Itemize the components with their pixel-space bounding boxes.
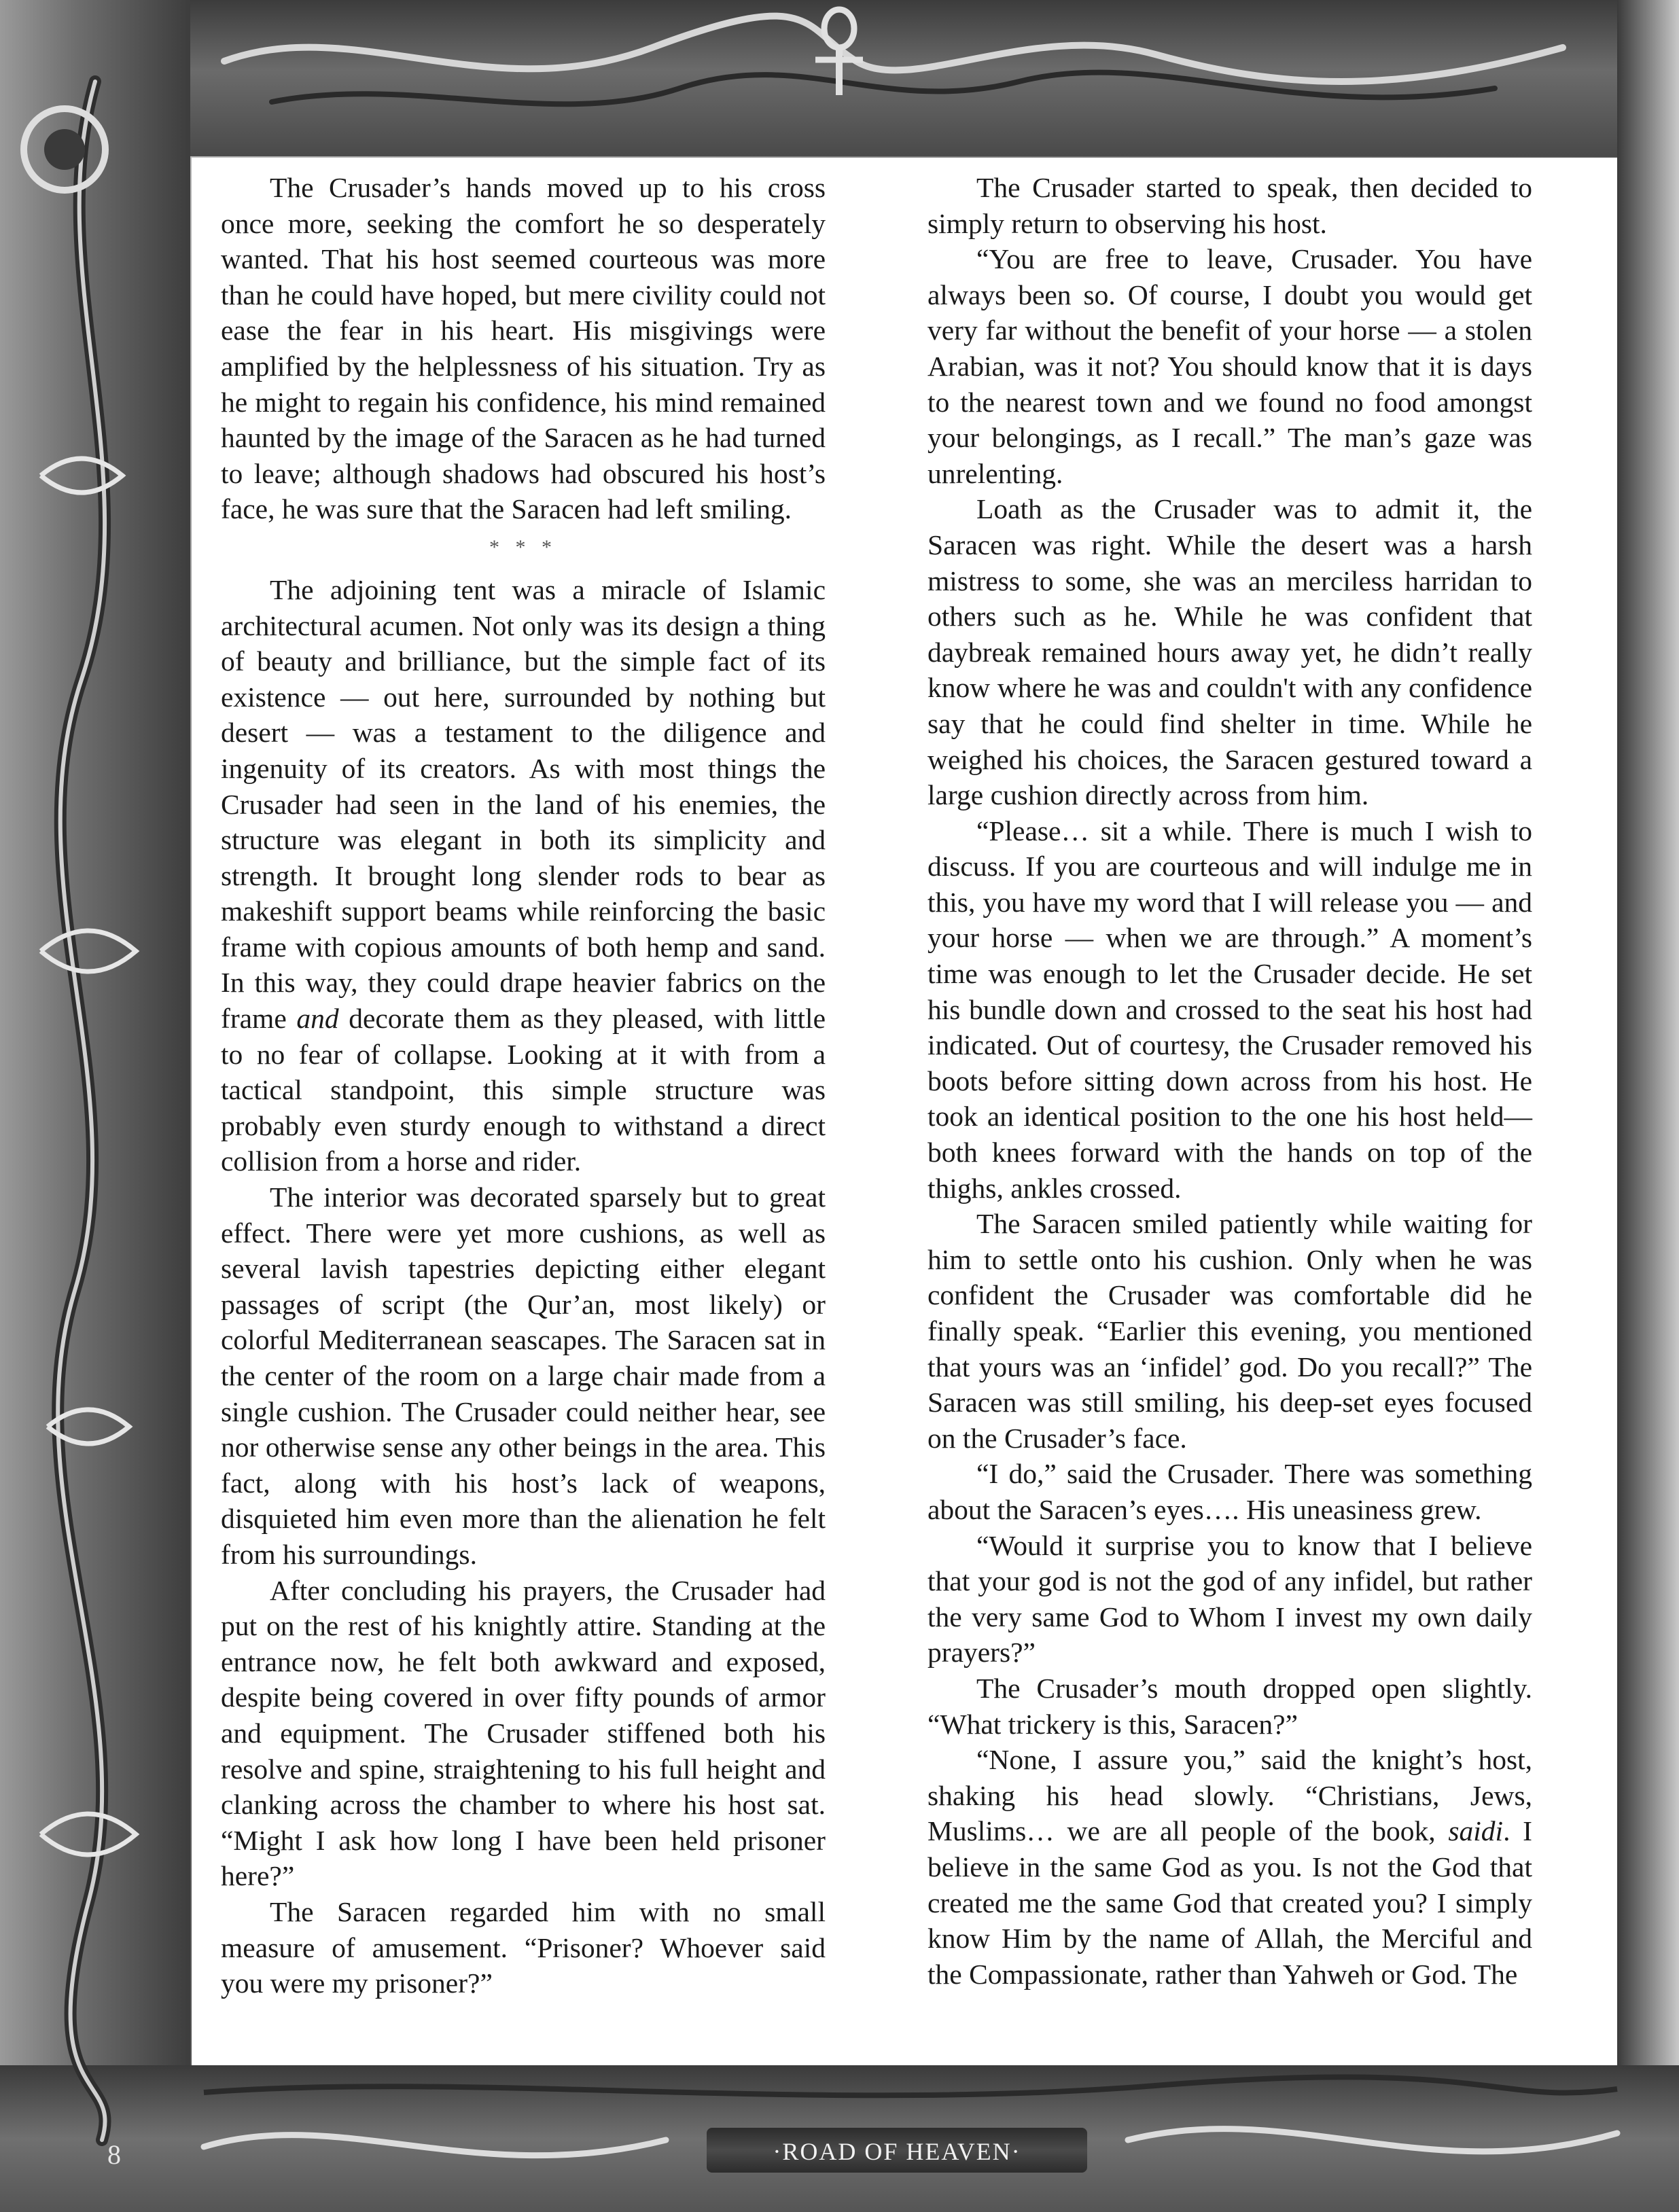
paragraph: The interior was decorated sparsely but to great effect. There were yet more cushions, as well as several lavish tapestries depicting either elegant passages of script (the Qur’an, most likely) or colorful Mediterranean seascapes. The Saracen sat in the center of the room on a large chair made from a single cushion. The Crusader could neither hear, see nor otherwise sense any other beings in the area. This fact, along with his host’s lack of weapons, disquieted him even more than the alienation he felt from his surroundings. bbox=[221, 1181, 826, 1570]
paragraph: “You are free to leave, Crusader. You have always been so. Of course, I doubt you would get very far without the benefit of your horse — a stolen Arabian, was it not? You should know that it is days to the nearest town and we found no food amongst your belongings, as I recall.” The man’s gaze was unrelenting. bbox=[927, 243, 1532, 489]
running-title: ·ROAD OF HEAVEN· bbox=[773, 2138, 1021, 2165]
paragraph: “I do,” said the Crusader. There was something about the Saracen’s eyes…. His uneasiness grew. bbox=[927, 1458, 1532, 1525]
paragraph: The Crusader’s mouth dropped open slightly. “What trickery is this, Saracen?” bbox=[927, 1672, 1532, 1740]
paragraph: The Saracen regarded him with no small measure of amusement. “Prisoner? Whoever said you were my prisoner?” bbox=[221, 1895, 826, 1999]
text-column-right bbox=[927, 170, 1532, 1992]
paragraph: Loath as the Crusader was to admit it, the Saracen was right. While the desert was a harsh mistress to some, she was an merciless harridan to others such as he. While he was confident that daybreak remained hours away yet, he didn’t really know where he was and couldn't with any confidence say that he could find shelter in time. While he weighed his choices, the Saracen gestured toward a large cushion directly across from him. bbox=[927, 493, 1532, 811]
paragraph: “Please… sit a while. There is much I wish to discuss. If you are courteous and will indulge me in this, you have my word that I will release you — and your horse — when we are through.” A moment’s time was enough to let the Crusader decide. He set his bundle down and crossed to the seat his host had indicated. Out of courtesy, the Crusader removed his boots before sitting down across from his host. He took an identical position to the one his host held— both knees forward with the hands on top of the thighs, ankles crossed. bbox=[927, 815, 1532, 1204]
paragraph-text: . I believe in the same God as you. Is not the God that created me the same God that created you? I simply know Him by the name of Allah, the Merciful and the Compassionate, rather than Yahweh or God. The bbox=[927, 1815, 1532, 1990]
text-column-left bbox=[221, 170, 826, 2001]
emphasis-text: saidi bbox=[1448, 1815, 1504, 1847]
paragraph: “Would it surprise you to know that I believe that your god is not the god of any infidel, but rather the very same God to Whom I invest my own daily prayers?” bbox=[927, 1529, 1532, 1669]
paragraph-text: The adjoining tent was a miracle of Islamic architectural acumen. Not only was its design a thing of beauty and brilliance, but the simple fact of its existence — out here, surrounded by nothing but desert — was a testament to the diligence and ingenuity of its creators. As with most things the Crusader had seen in the land of his enemies, the structure was elegant in both its simplicity and strength. It brought long slender rods to bear as makeshift support beams while reinforcing the basic frame with copious amounts of both hemp and sand. In this way, they could drape heavier fabrics on the frame bbox=[221, 573, 826, 1035]
paragraph: The Crusader started to speak, then decided to simply return to observing his host. bbox=[927, 172, 1532, 239]
paragraph-text: decorate them as they pleased, with little to no fear of collapse. Looking at it with from a tactical standpoint, this simple structure was probably even sturdy enough to withstand a direct collision from a horse and rider. bbox=[221, 1003, 826, 1177]
paragraph: After concluding his prayers, the Crusader had put on the rest of his knightly attire. Standing at the entrance now, he felt both awkward and exposed, despite being covered in over fifty pounds of armor and equipment. The Crusader stiffened both his resolve and spine, straightening to his full height and clanking across the chamber to where his host sat. “Might I ask how long I have been held prisoner here?” bbox=[221, 1574, 826, 1892]
paragraph bbox=[927, 1742, 1532, 1992]
emphasis-text: and bbox=[296, 1003, 339, 1035]
paragraph: The Saracen smiled patiently while waiting for him to settle onto his cushion. Only when he was confident the Crusader was comfortable did he finally speak. “Earlier this evening, you mentioned that yours was an ‘infidel’ god. Do you recall?” The Saracen was still smiling, his deep-set eyes focused on the Crusader’s face. bbox=[927, 1208, 1532, 1454]
page-number: 8 bbox=[107, 2139, 121, 2170]
paragraph bbox=[221, 572, 826, 1179]
paragraph-text: “None, I assure you,” said the knight’s host, shaking his head slowly. “Christians, Jews, Muslims… we are all people of the book, bbox=[927, 1744, 1532, 1847]
paragraph: The Crusader’s hands moved up to his cross once more, seeking the comfort he so desperately wanted. That his host seemed courteous was more than he could have hoped, but mere civility could not ease the fear in his heart. His misgivings were amplified by the helplessness of his situation. Try as he might to regain his confidence, his mind remained haunted by the image of the Saracen as he had turned to leave; although shadows had obscured his host’s face, he was sure that the Saracen had left smiling. bbox=[221, 172, 826, 525]
section-separator: * * * bbox=[489, 535, 557, 558]
